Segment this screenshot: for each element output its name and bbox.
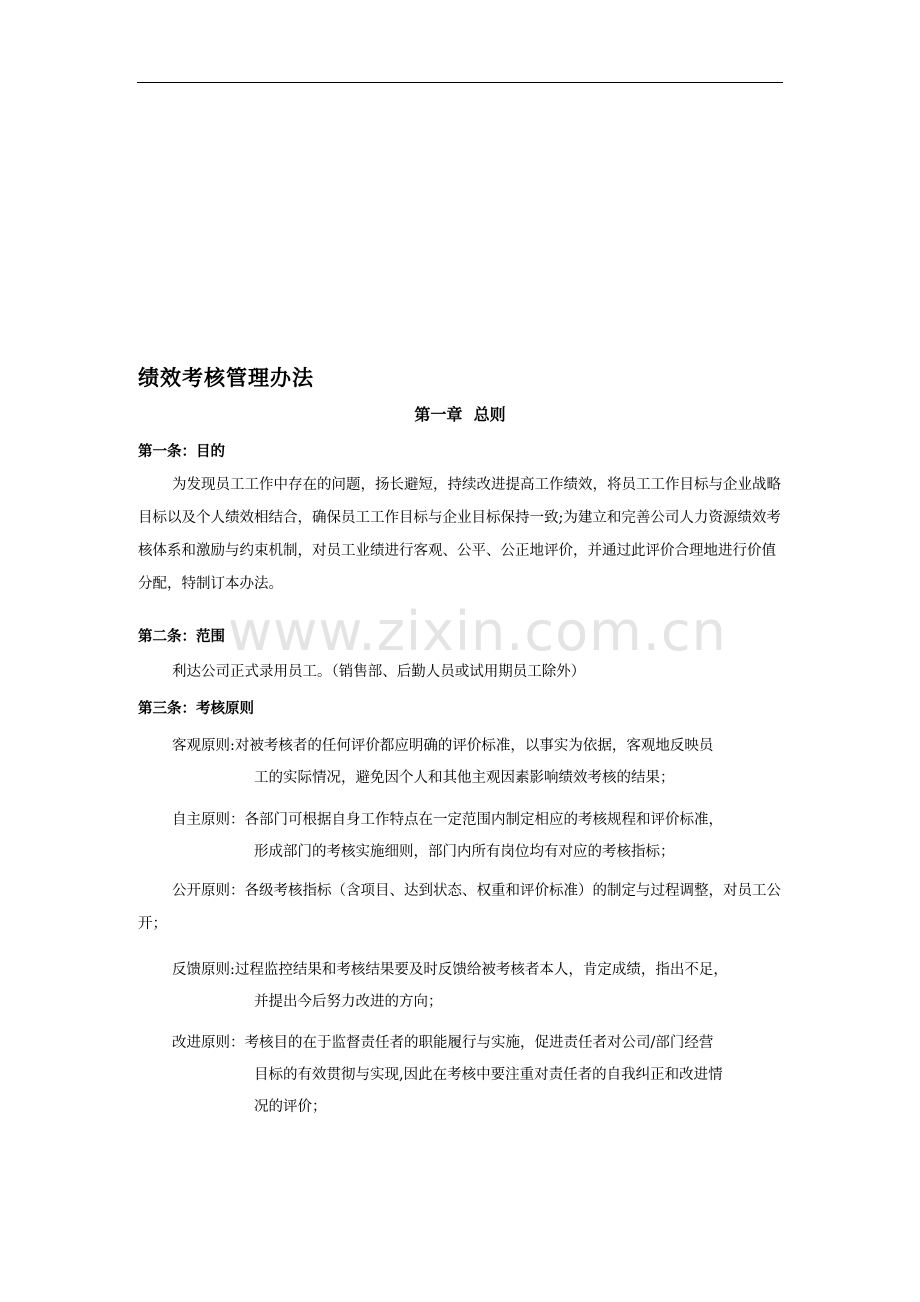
principle-text: 目标的有效贯彻与实现,因此在考核中要注重对责任者的自我纠正和改进情	[254, 1067, 723, 1083]
principle-text: 各部门可根据自身工作特点在一定范围内制定相应的考核规程和评价标准，	[244, 812, 723, 828]
principle-text: 形成部门的考核实施细则，部门内所有岗位均有对应的考核指标；	[254, 844, 675, 860]
article-2-body: 利达公司正式录用员工。（销售部、后勤人员或试用期员工除外）	[172, 664, 586, 680]
principle-label: 改进原则：	[172, 1035, 245, 1051]
principle-improvement	[172, 1027, 723, 1123]
document-title: 绩效考核管理办法	[138, 366, 314, 390]
principle-label: 自主原则：	[172, 812, 245, 828]
principle-label: 公开原则：	[172, 883, 245, 899]
article-1-heading: 第一条：目的	[138, 444, 225, 460]
principle-openness	[138, 875, 784, 941]
principle-autonomy	[172, 804, 723, 868]
article-3-heading: 第三条：考核原则	[138, 701, 254, 717]
watermark: www.zixin.com.cn	[228, 600, 727, 663]
header-rule	[137, 82, 783, 83]
principle-text: 工的实际情况，避免因个人和其他主观因素影响绩效考核的结果；	[254, 770, 675, 786]
article-2-heading: 第二条：范围	[138, 629, 225, 645]
article-1-body: 为发现员工工作中存在的问题，扬长避短，持续改进提高工作绩效，将员工工作目标与企业战略目标以及个人绩效相结合，确保员工工作目标与企业目标保持一致;为建立和完善公司人力资源绩效考核体系和激励与约束机制，对员工业绩进行客观、公平、公正地评价，并通过此评价合理地进行价值分配，特制订本办法。	[138, 477, 781, 592]
principle-text: 对被考核者的任何评价都应明确的评价标准，以事实为依据，客观地反映员	[234, 738, 714, 754]
principle-text: 过程监控结果和考核结果要及时反馈给被考核者本人，肯定成绩，指出不足，	[234, 962, 728, 978]
principle-objective	[172, 730, 713, 794]
principle-label: 客观原则:	[172, 738, 235, 754]
principle-label: 反馈原则:	[172, 962, 235, 978]
principle-text: 考核目的在于监督责任者的职能履行与实施，促进责任者对公司/部门经营	[244, 1035, 714, 1051]
principle-feedback	[172, 954, 728, 1018]
chapter-title: 第一章 总则	[414, 405, 506, 424]
principle-text: 并提出今后努力改进的方向；	[254, 994, 443, 1010]
principle-text: 况的评价；	[254, 1099, 327, 1115]
principle-text: 各级考核指标（含项目、达到状态、权重和评价标准）的制定与过程调整，对员工公开；	[138, 883, 781, 932]
